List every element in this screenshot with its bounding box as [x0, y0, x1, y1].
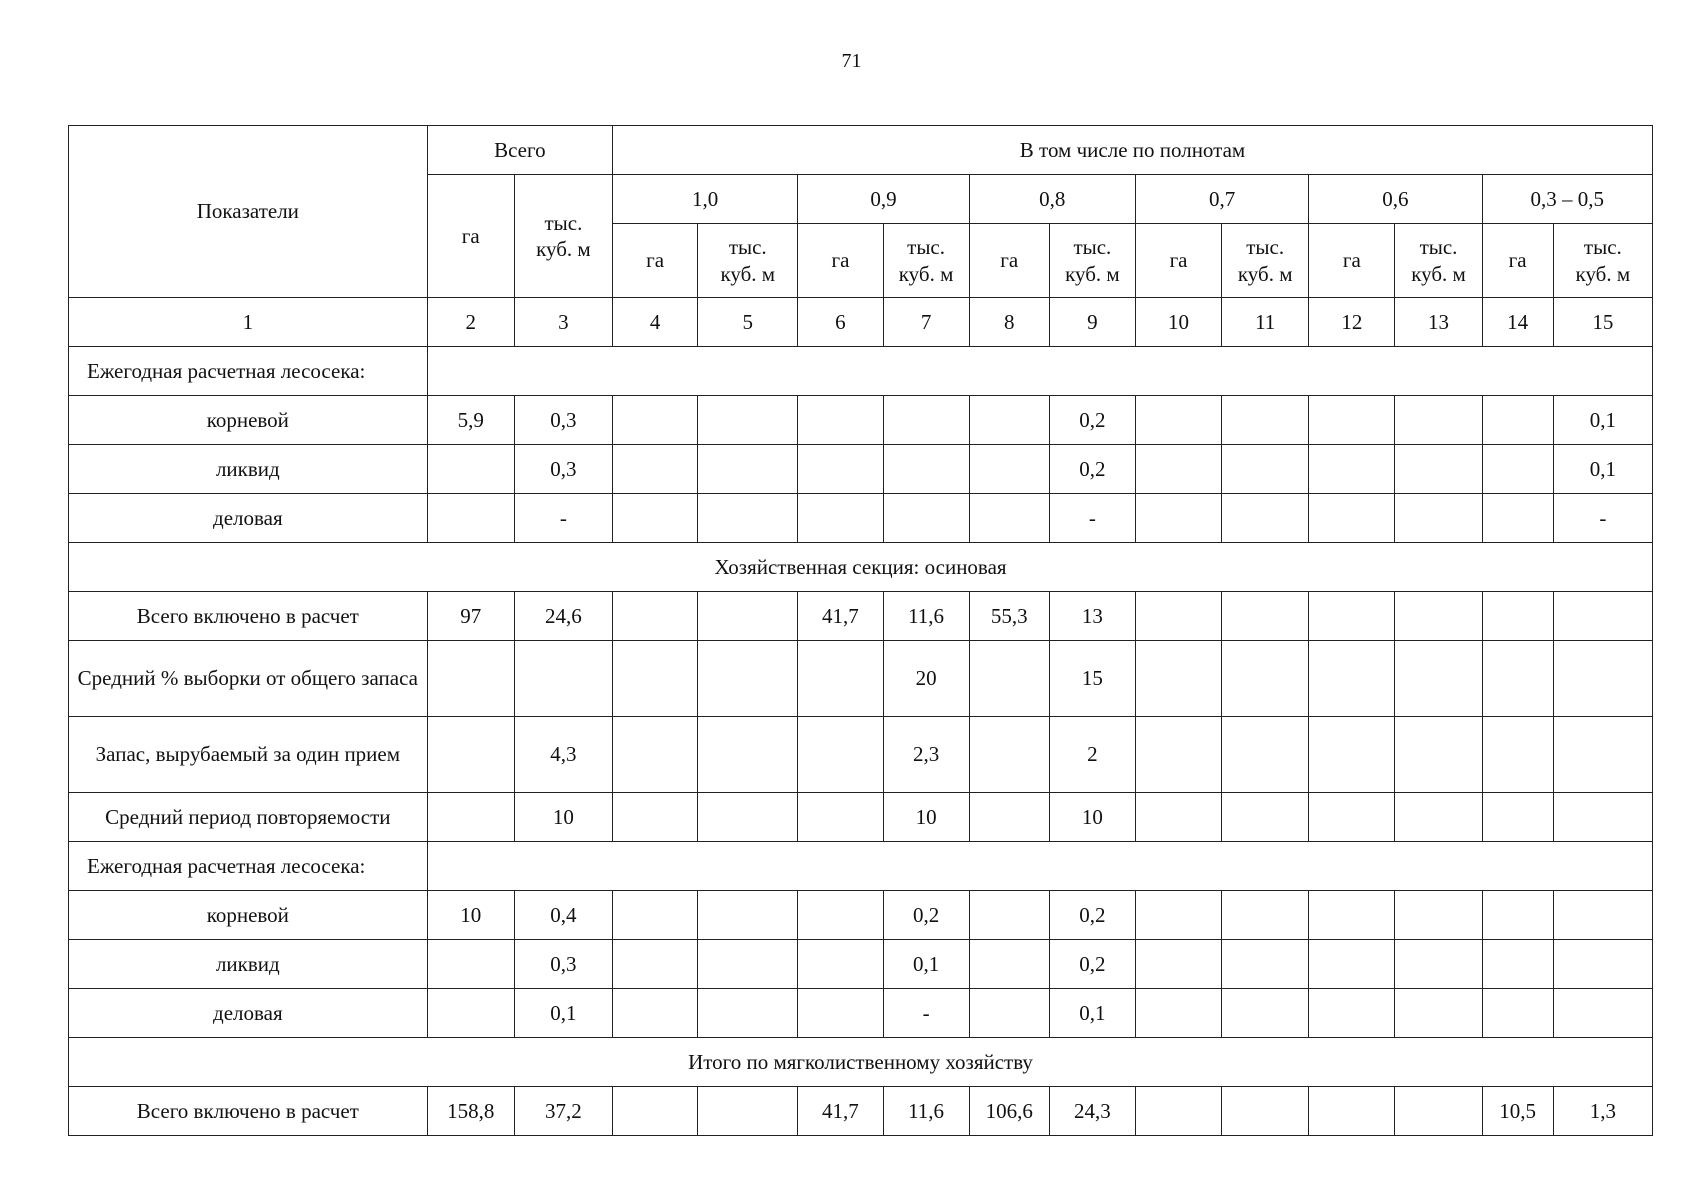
- table-cell: [969, 793, 1049, 842]
- table-cell: [1482, 940, 1553, 989]
- column-number: 2: [427, 298, 514, 347]
- table-cell: 15: [1049, 641, 1135, 717]
- table-cell: [698, 793, 798, 842]
- table-cell: [798, 793, 883, 842]
- table-cell: [969, 717, 1049, 793]
- header-total-ha: га: [427, 175, 514, 298]
- row-label: Ежегодная расчетная лесосека:: [69, 842, 428, 891]
- table-row: [69, 1087, 1653, 1136]
- subheading-row: [69, 842, 1653, 891]
- table-cell: [1395, 717, 1482, 793]
- table-cell: [427, 494, 514, 543]
- header-unit-volume: тыс. куб. м: [1222, 224, 1309, 298]
- column-number: 7: [883, 298, 969, 347]
- column-number: 15: [1553, 298, 1652, 347]
- column-number: 1: [69, 298, 428, 347]
- row-label: корневой: [69, 396, 428, 445]
- header-unit-volume: тыс. куб. м: [1395, 224, 1482, 298]
- column-number: 13: [1395, 298, 1482, 347]
- table-cell: [1553, 717, 1652, 793]
- table-row: [69, 793, 1653, 842]
- row-label: ликвид: [69, 445, 428, 494]
- row-label: Средний % выборки от общего запаса: [69, 641, 428, 717]
- header-total: Всего: [427, 126, 612, 175]
- column-number: 9: [1049, 298, 1135, 347]
- table-cell: 13: [1049, 592, 1135, 641]
- empty-span-cell: [427, 347, 1652, 396]
- table-cell: [1135, 396, 1221, 445]
- table-cell: [1309, 1087, 1395, 1136]
- header-unit-ha: га: [1135, 224, 1221, 298]
- table-cell: [1482, 717, 1553, 793]
- table-cell: [1222, 793, 1309, 842]
- table-cell: [1222, 592, 1309, 641]
- table-cell: 0,2: [883, 891, 969, 940]
- header-by-density: В том числе по полнотам: [613, 126, 1653, 175]
- table-cell: [1309, 940, 1395, 989]
- column-number: 11: [1222, 298, 1309, 347]
- page-number: 71: [841, 50, 862, 72]
- table-row: [69, 717, 1653, 793]
- table-cell: 37,2: [514, 1087, 612, 1136]
- header-density: 0,3 – 0,5: [1482, 175, 1652, 224]
- table-row: [69, 494, 1653, 543]
- table-cell: [1222, 396, 1309, 445]
- column-number: 10: [1135, 298, 1221, 347]
- table-cell: [1553, 989, 1652, 1038]
- subheading-row: [69, 347, 1653, 396]
- table-cell: 4,3: [514, 717, 612, 793]
- header-unit-ha: га: [613, 224, 698, 298]
- column-number: 4: [613, 298, 698, 347]
- table-cell: 0,3: [514, 940, 612, 989]
- header-density: 1,0: [613, 175, 798, 224]
- table-cell: [427, 641, 514, 717]
- table-cell: [613, 494, 698, 543]
- table-cell: [1395, 1087, 1482, 1136]
- table-body: [69, 347, 1653, 1136]
- table-cell: 11,6: [883, 1087, 969, 1136]
- table-cell: 10: [427, 891, 514, 940]
- table-cell: [1135, 940, 1221, 989]
- header-density: 0,6: [1309, 175, 1482, 224]
- empty-span-cell: [427, 842, 1652, 891]
- row-label: деловая: [69, 989, 428, 1038]
- table-cell: [798, 940, 883, 989]
- table-cell: [969, 940, 1049, 989]
- header-unit-ha: га: [969, 224, 1049, 298]
- table-cell: [1309, 717, 1395, 793]
- table-cell: [1309, 641, 1395, 717]
- table-cell: [1135, 891, 1221, 940]
- section-row: [69, 543, 1653, 592]
- table-cell: [798, 717, 883, 793]
- table-cell: 24,6: [514, 592, 612, 641]
- table-cell: [798, 396, 883, 445]
- row-label: Всего включено в расчет: [69, 1087, 428, 1136]
- section-title: Хозяйственная секция: осиновая: [69, 543, 1653, 592]
- table-row: [69, 445, 1653, 494]
- row-label: Запас, вырубаемый за один прием: [69, 717, 428, 793]
- table-cell: [613, 641, 698, 717]
- table-cell: [1395, 396, 1482, 445]
- table-cell: [1309, 592, 1395, 641]
- table-cell: [613, 717, 698, 793]
- table-cell: [514, 641, 612, 717]
- table-cell: [1135, 445, 1221, 494]
- table-cell: [798, 445, 883, 494]
- table-cell: -: [1049, 494, 1135, 543]
- table-cell: 97: [427, 592, 514, 641]
- table-cell: -: [1553, 494, 1652, 543]
- table-cell: 0,2: [1049, 445, 1135, 494]
- table-cell: [1395, 641, 1482, 717]
- header-unit-volume: тыс. куб. м: [883, 224, 969, 298]
- table-cell: 5,9: [427, 396, 514, 445]
- table-cell: [1395, 445, 1482, 494]
- header-unit-volume: тыс. куб. м: [1553, 224, 1652, 298]
- table-cell: [1309, 494, 1395, 543]
- table-cell: [698, 891, 798, 940]
- table-cell: 0,2: [1049, 396, 1135, 445]
- table-cell: [969, 641, 1049, 717]
- table-cell: 0,1: [514, 989, 612, 1038]
- table-cell: [1135, 494, 1221, 543]
- table-row: [69, 989, 1653, 1038]
- header-unit-ha: га: [1309, 224, 1395, 298]
- table-cell: [969, 989, 1049, 1038]
- table-cell: [969, 494, 1049, 543]
- table-cell: [1482, 793, 1553, 842]
- header-total-volume: тыс. куб. м: [514, 175, 612, 298]
- table-cell: 10: [514, 793, 612, 842]
- table-cell: [698, 1087, 798, 1136]
- table-cell: 158,8: [427, 1087, 514, 1136]
- table-cell: [969, 891, 1049, 940]
- table-cell: 0,3: [514, 396, 612, 445]
- column-number: 6: [798, 298, 883, 347]
- table-cell: [1222, 494, 1309, 543]
- table-cell: [1135, 717, 1221, 793]
- table-cell: [1395, 989, 1482, 1038]
- table-cell: [1482, 396, 1553, 445]
- table-cell: 0,4: [514, 891, 612, 940]
- table-cell: 0,1: [1553, 445, 1652, 494]
- table-cell: [613, 793, 698, 842]
- table-cell: [1553, 940, 1652, 989]
- header-density: 0,9: [798, 175, 969, 224]
- row-label: Всего включено в расчет: [69, 592, 428, 641]
- table-cell: 11,6: [883, 592, 969, 641]
- table-cell: [1482, 989, 1553, 1038]
- header-unit-ha: га: [1482, 224, 1553, 298]
- row-label: деловая: [69, 494, 428, 543]
- table-cell: [1309, 793, 1395, 842]
- table-cell: 0,3: [514, 445, 612, 494]
- row-label: ликвид: [69, 940, 428, 989]
- table-cell: [698, 940, 798, 989]
- table-cell: [1222, 641, 1309, 717]
- table-cell: [698, 641, 798, 717]
- table-cell: [798, 494, 883, 543]
- header-unit-ha: га: [798, 224, 883, 298]
- table-cell: [1395, 940, 1482, 989]
- table-cell: [798, 891, 883, 940]
- table-cell: 2: [1049, 717, 1135, 793]
- table-cell: 0,1: [1049, 989, 1135, 1038]
- table-cell: [1482, 445, 1553, 494]
- table-cell: [613, 445, 698, 494]
- table-cell: [1135, 592, 1221, 641]
- table-cell: [1482, 494, 1553, 543]
- table-cell: [1553, 641, 1652, 717]
- table-cell: [1395, 793, 1482, 842]
- table-cell: [698, 717, 798, 793]
- table-cell: [698, 396, 798, 445]
- table-cell: [883, 494, 969, 543]
- column-numbers-row: [69, 298, 1653, 347]
- table-cell: [613, 940, 698, 989]
- table-cell: [1135, 641, 1221, 717]
- table-cell: 24,3: [1049, 1087, 1135, 1136]
- header-density: 0,8: [969, 175, 1135, 224]
- row-label: Ежегодная расчетная лесосека:: [69, 347, 428, 396]
- table-cell: [1482, 641, 1553, 717]
- table-cell: [613, 396, 698, 445]
- table-cell: [969, 396, 1049, 445]
- table-cell: 2,3: [883, 717, 969, 793]
- section-row: [69, 1038, 1653, 1087]
- table-cell: [1482, 592, 1553, 641]
- table-cell: [1135, 1087, 1221, 1136]
- table-cell: [698, 445, 798, 494]
- table-cell: 10,5: [1482, 1087, 1553, 1136]
- table-cell: [613, 989, 698, 1038]
- table-cell: [1309, 989, 1395, 1038]
- table-cell: 1,3: [1553, 1087, 1652, 1136]
- header-unit-volume: тыс. куб. м: [698, 224, 798, 298]
- table-cell: [1222, 891, 1309, 940]
- table-cell: [883, 396, 969, 445]
- table-cell: [427, 940, 514, 989]
- row-label: Средний период повторяемости: [69, 793, 428, 842]
- column-number: 3: [514, 298, 612, 347]
- table-cell: 0,1: [1553, 396, 1652, 445]
- table-cell: 20: [883, 641, 969, 717]
- table-row: [69, 641, 1653, 717]
- table-cell: [1395, 592, 1482, 641]
- column-number: 14: [1482, 298, 1553, 347]
- table-cell: [1309, 891, 1395, 940]
- table-cell: [613, 891, 698, 940]
- table-cell: [427, 717, 514, 793]
- table-row: [69, 396, 1653, 445]
- table-cell: [1222, 445, 1309, 494]
- table-cell: 41,7: [798, 1087, 883, 1136]
- table-cell: [969, 445, 1049, 494]
- table-cell: [698, 494, 798, 543]
- table-cell: [1222, 989, 1309, 1038]
- table-cell: [1553, 793, 1652, 842]
- table-cell: [427, 989, 514, 1038]
- forest-cut-table: [68, 125, 1653, 1136]
- table-cell: 0,1: [883, 940, 969, 989]
- table-cell: [613, 1087, 698, 1136]
- row-label: корневой: [69, 891, 428, 940]
- table-row: [69, 891, 1653, 940]
- table-cell: -: [514, 494, 612, 543]
- table-cell: [798, 989, 883, 1038]
- table-row: [69, 940, 1653, 989]
- table-cell: [1135, 793, 1221, 842]
- table-cell: -: [883, 989, 969, 1038]
- column-number: 12: [1309, 298, 1395, 347]
- table-cell: [1309, 445, 1395, 494]
- table-cell: 0,2: [1049, 891, 1135, 940]
- table-cell: [1395, 891, 1482, 940]
- table-cell: [427, 445, 514, 494]
- table-cell: 10: [1049, 793, 1135, 842]
- table-cell: 55,3: [969, 592, 1049, 641]
- header-indicators: Показатели: [69, 126, 428, 298]
- table-cell: [613, 592, 698, 641]
- table-cell: [1395, 494, 1482, 543]
- table-cell: [883, 445, 969, 494]
- table-cell: [1482, 891, 1553, 940]
- table-cell: [1222, 940, 1309, 989]
- table-cell: [698, 592, 798, 641]
- table-cell: [1135, 989, 1221, 1038]
- header-density: 0,7: [1135, 175, 1308, 224]
- table-cell: 0,2: [1049, 940, 1135, 989]
- table-header: [69, 126, 1653, 347]
- table-cell: [1309, 396, 1395, 445]
- section-title: Итого по мягколиственному хозяйству: [69, 1038, 1653, 1087]
- table-cell: [1222, 717, 1309, 793]
- table-cell: [798, 641, 883, 717]
- table-cell: [698, 989, 798, 1038]
- table-cell: 10: [883, 793, 969, 842]
- table-cell: 41,7: [798, 592, 883, 641]
- column-number: 5: [698, 298, 798, 347]
- table-cell: [1553, 592, 1652, 641]
- table-row: [69, 592, 1653, 641]
- column-number: 8: [969, 298, 1049, 347]
- table-cell: 106,6: [969, 1087, 1049, 1136]
- table-cell: [1222, 1087, 1309, 1136]
- table-cell: [1553, 891, 1652, 940]
- table-cell: [427, 793, 514, 842]
- header-unit-volume: тыс. куб. м: [1049, 224, 1135, 298]
